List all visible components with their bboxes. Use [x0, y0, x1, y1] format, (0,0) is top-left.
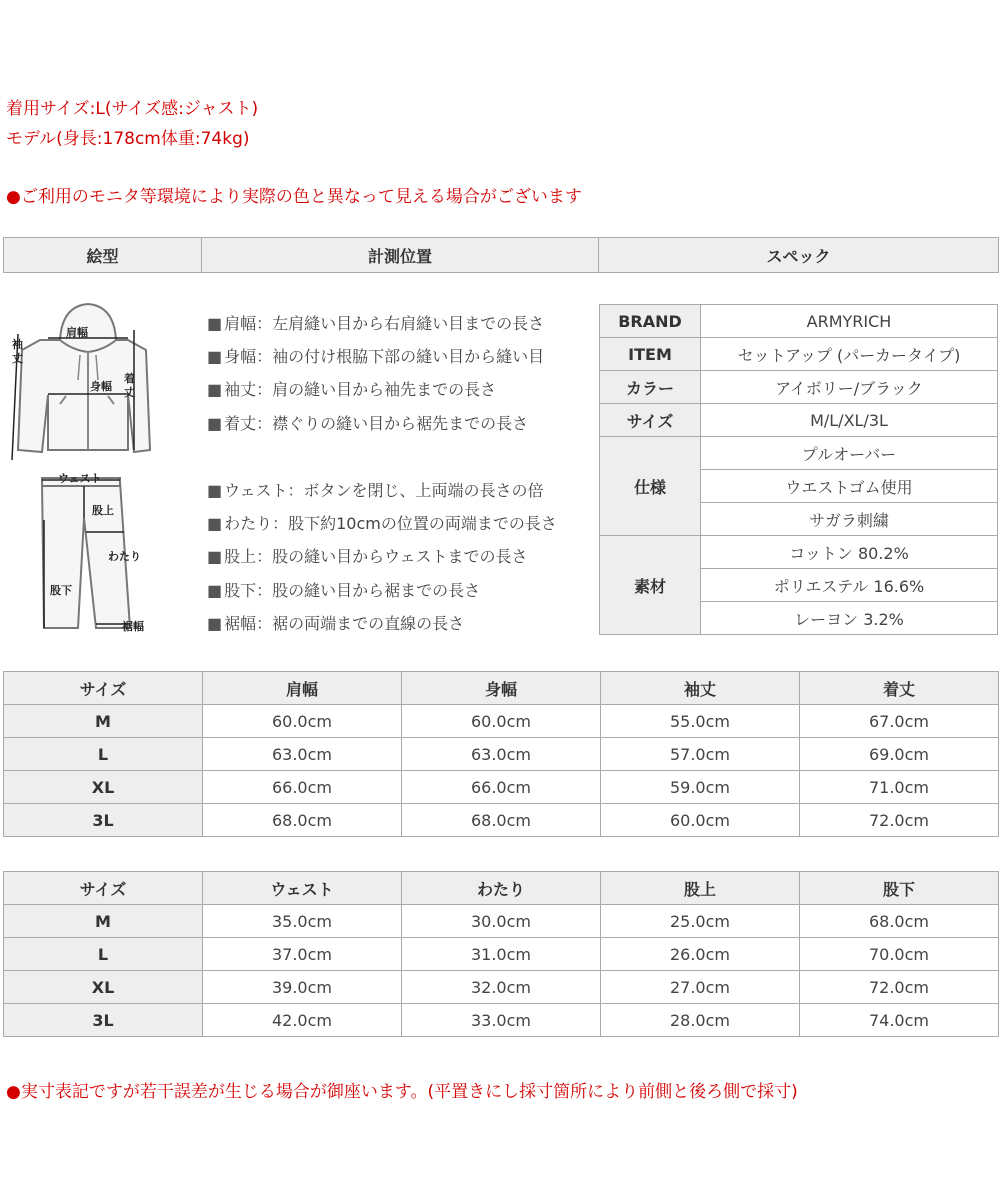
- measure-sleeve: ■ 袖丈：肩の縫い目から袖先までの長さ: [207, 380, 497, 399]
- color-notice: ●ご利用のモニタ等環境により実際の色と異なって見える場合がございます: [6, 187, 582, 207]
- table-cell: 28.0cm: [601, 1004, 800, 1037]
- measure-shoulder: ■ 肩幅：左肩縫い目から右肩縫い目までの長さ: [207, 314, 545, 333]
- table-row: [4, 705, 999, 738]
- table-cell: 32.0cm: [402, 971, 601, 1004]
- measure-thigh: ■ わたり：股下約10cmの位置の両端までの長さ: [207, 514, 557, 533]
- column-header: 股上: [601, 872, 800, 905]
- table-row: [4, 771, 999, 804]
- header-illustration: 絵型: [3, 237, 202, 273]
- table-cell: 72.0cm: [800, 804, 999, 837]
- spec-value: コットン 80.2%: [701, 536, 998, 569]
- pants-hem-label: 裾幅: [122, 620, 144, 633]
- column-header: サイズ: [4, 672, 203, 705]
- size-cell: M: [4, 905, 203, 938]
- measure-length: ■ 着丈：襟ぐりの縫い目から裾先までの長さ: [207, 414, 529, 433]
- measure-hem: ■ 裾幅：裾の両端までの直線の長さ: [207, 614, 465, 633]
- table-cell: 70.0cm: [800, 938, 999, 971]
- column-header: ウェスト: [203, 872, 402, 905]
- size-cell: 3L: [4, 804, 203, 837]
- table-cell: 35.0cm: [203, 905, 402, 938]
- size-cell: L: [4, 938, 203, 971]
- spec-key: BRAND: [600, 305, 701, 338]
- spec-value: ARMYRICH: [701, 305, 998, 338]
- table-cell: 68.0cm: [402, 804, 601, 837]
- table-cell: 69.0cm: [800, 738, 999, 771]
- top-size-table: [3, 671, 999, 837]
- hoodie-body-label: 身幅: [90, 380, 112, 393]
- model-size-line: 着用サイズ:L(サイズ感:ジャスト): [6, 99, 259, 119]
- spec-value: サガラ刺繍: [701, 503, 998, 536]
- pants-illustration: [0, 468, 200, 638]
- spec-row-brand: [600, 305, 998, 338]
- spec-row-material: [600, 536, 998, 569]
- table-cell: 60.0cm: [601, 804, 800, 837]
- table-cell: 27.0cm: [601, 971, 800, 1004]
- pants-thigh-label: わたり: [108, 550, 141, 563]
- spec-value: ポリエステル 16.6%: [701, 569, 998, 602]
- table-row: [4, 804, 999, 837]
- table-cell: 60.0cm: [203, 705, 402, 738]
- spec-row-size: [600, 404, 998, 437]
- table-cell: 26.0cm: [601, 938, 800, 971]
- measure-waist: ■ ウェスト：ボタンを閉じ、上両端の長さの倍: [207, 481, 544, 500]
- table-cell: 68.0cm: [800, 905, 999, 938]
- table-cell: 59.0cm: [601, 771, 800, 804]
- hoodie-length-label-1: 着: [124, 372, 135, 385]
- table-cell: 66.0cm: [203, 771, 402, 804]
- table-cell: 63.0cm: [203, 738, 402, 771]
- model-body-line: モデル(身長:178cm体重:74kg): [6, 129, 250, 149]
- spec-row-color: [600, 371, 998, 404]
- column-header: 身幅: [402, 672, 601, 705]
- table-row: [4, 971, 999, 1004]
- table-cell: 39.0cm: [203, 971, 402, 1004]
- table-cell: 67.0cm: [800, 705, 999, 738]
- table-cell: 57.0cm: [601, 738, 800, 771]
- pants-drawing: [0, 468, 200, 638]
- pants-rise-label: 股上: [92, 504, 114, 517]
- hoodie-sleeve-label-1: 袖: [12, 338, 23, 351]
- hoodie-illustration: [0, 300, 200, 470]
- table-cell: 55.0cm: [601, 705, 800, 738]
- spec-table: [599, 304, 998, 635]
- bottom-size-table: [3, 871, 999, 1037]
- column-header: 袖丈: [601, 672, 800, 705]
- hoodie-sleeve-label-2: 丈: [12, 352, 23, 365]
- column-header: 着丈: [800, 672, 999, 705]
- table-cell: 37.0cm: [203, 938, 402, 971]
- spec-value: ウエストゴム使用: [701, 470, 998, 503]
- spec-key: 素材: [600, 536, 701, 635]
- table-cell: 71.0cm: [800, 771, 999, 804]
- size-cell: XL: [4, 771, 203, 804]
- spec-key: サイズ: [600, 404, 701, 437]
- section-header: [3, 237, 999, 273]
- hoodie-shoulder-label: 肩幅: [66, 326, 88, 339]
- spec-key: ITEM: [600, 338, 701, 371]
- measure-inseam: ■ 股下：股の縫い目から裾までの長さ: [207, 581, 481, 600]
- header-measure: 計測位置: [202, 237, 599, 273]
- measure-body: ■ 身幅：袖の付け根脇下部の縫い目から縫い目: [207, 347, 545, 366]
- table-cell: 60.0cm: [402, 705, 601, 738]
- table-row: [4, 1004, 999, 1037]
- spec-row-detail: [600, 437, 998, 470]
- spec-value: M/L/XL/3L: [701, 404, 998, 437]
- table-cell: 72.0cm: [800, 971, 999, 1004]
- column-header: 肩幅: [203, 672, 402, 705]
- column-header: 股下: [800, 872, 999, 905]
- size-notice: ●実寸表記ですが若干誤差が生じる場合が御座います。(平置きにし採寸箇所により前側と後ろ側で採寸): [6, 1082, 798, 1102]
- spec-value: セットアップ (パーカータイプ): [701, 338, 998, 371]
- size-cell: M: [4, 705, 203, 738]
- column-header: わたり: [402, 872, 601, 905]
- spec-value: プルオーバー: [701, 437, 998, 470]
- table-cell: 30.0cm: [402, 905, 601, 938]
- table-row: [4, 905, 999, 938]
- spec-value: アイボリー/ブラック: [701, 371, 998, 404]
- size-cell: 3L: [4, 1004, 203, 1037]
- table-header-row: [4, 672, 999, 705]
- table-cell: 68.0cm: [203, 804, 402, 837]
- column-header: サイズ: [4, 872, 203, 905]
- header-spec: スペック: [599, 237, 999, 273]
- pants-waist-label: ウェスト: [58, 472, 102, 485]
- hoodie-length-label-2: 丈: [124, 386, 135, 399]
- size-cell: L: [4, 738, 203, 771]
- table-cell: 63.0cm: [402, 738, 601, 771]
- table-row: [4, 938, 999, 971]
- spec-key: カラー: [600, 371, 701, 404]
- spec-row-item: [600, 338, 998, 371]
- table-cell: 33.0cm: [402, 1004, 601, 1037]
- table-row: [4, 738, 999, 771]
- table-header-row: [4, 872, 999, 905]
- table-cell: 42.0cm: [203, 1004, 402, 1037]
- size-cell: XL: [4, 971, 203, 1004]
- measure-rise: ■ 股上：股の縫い目からウェストまでの長さ: [207, 547, 528, 566]
- pants-inseam-label: 股下: [50, 584, 72, 597]
- table-cell: 66.0cm: [402, 771, 601, 804]
- table-cell: 25.0cm: [601, 905, 800, 938]
- spec-value: レーヨン 3.2%: [701, 602, 998, 635]
- table-cell: 74.0cm: [800, 1004, 999, 1037]
- spec-key: 仕様: [600, 437, 701, 536]
- table-cell: 31.0cm: [402, 938, 601, 971]
